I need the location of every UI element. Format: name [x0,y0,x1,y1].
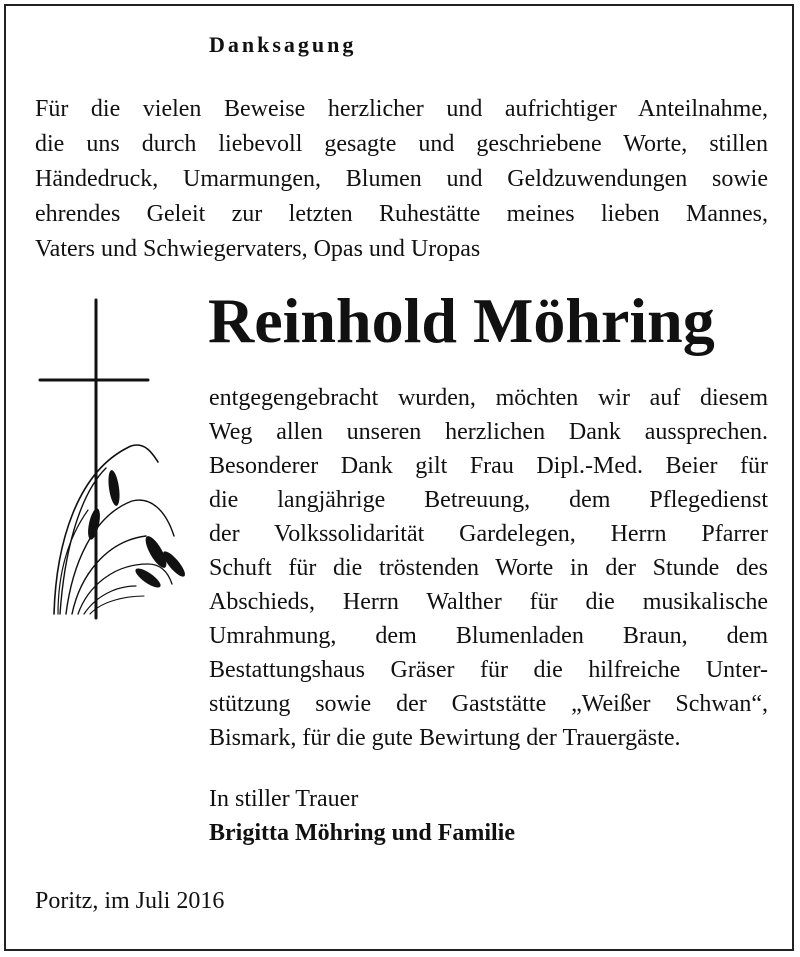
intro-line: Händedruck, Umarmungen, Blumen und Geldzuwendungen sowie [35,166,768,192]
body-paragraph [209,381,768,755]
intro-paragraph [35,92,768,267]
intro-line: Vaters und Schwiegervaters, Opas und Uropas [35,236,481,262]
body-line: Umrahmung, dem Blumenladen Braun, dem [209,623,768,649]
mourning-line: In stiller Trauer [209,786,359,812]
body-line: entgegengebracht wurden, möchten wir auf diesem [209,385,768,411]
place-date: Poritz, im Juli 2016 [35,888,225,914]
body-line: Schuft für die tröstenden Worte in der Stunde des [209,555,768,581]
notice-heading: Danksagung [209,32,357,57]
intro-line: Für die vielen Beweise herzlicher und aufrichtiger Anteilnahme, [35,96,768,122]
body-line: Bismark, für die gute Bewirtung der Trauergäste. [209,725,681,751]
body-line: Bestattungshaus Gräser für die hilfreiche Unter- [209,657,768,683]
intro-line: die uns durch liebevoll gesagte und geschriebene Worte, stillen [35,131,768,157]
intro-line: ehrendes Geleit zur letzten Ruhestätte meines lieben Mannes, [35,201,768,227]
signers: Brigitta Möhring und Familie [209,820,515,846]
body-line: Abschieds, Herrn Walther für die musikalische [209,589,768,615]
body-line: die langjährige Betreuung, dem Pflegedienst [209,487,768,513]
body-line: Weg allen unseren herzlichen Dank aussprechen. [209,419,768,445]
cross-with-grass-icon [36,296,196,626]
body-line: der Volkssolidarität Gardelegen, Herrn Pfarrer [209,521,768,547]
body-line: stützung sowie der Gaststätte „Weißer Schwan“, [209,691,768,717]
deceased-name: Reinhold Möhring [208,285,715,356]
body-line: Besonderer Dank gilt Frau Dipl.-Med. Beier für [209,453,768,479]
